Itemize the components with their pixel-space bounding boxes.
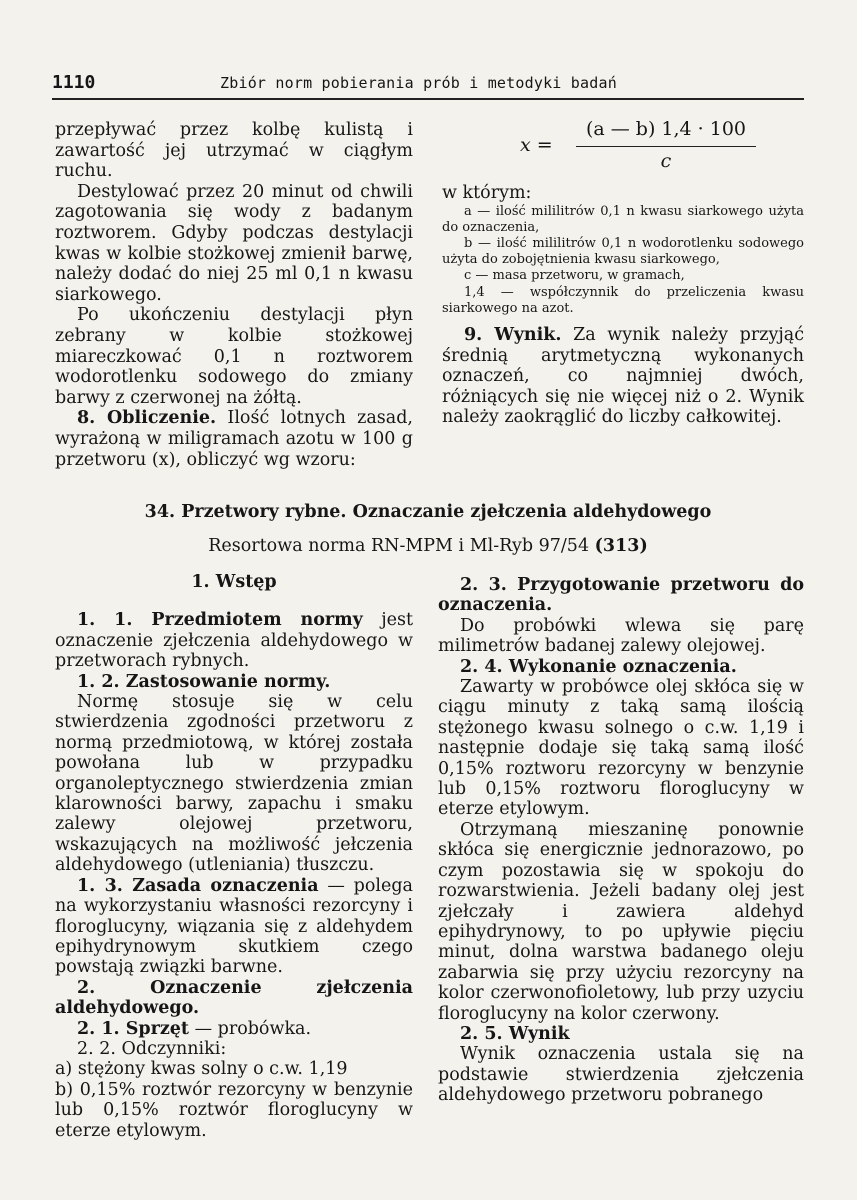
legend-k: 1,4 — współczynnik do przeliczenia kwasu siarkowego na azot. bbox=[442, 284, 804, 316]
paragraph: Destylować przez 20 minut od chwili zagotowania się wody z badanym roztworem. Gdyby podczas destylacji kwas w kolbie stożkowej zmienił barwę, należy dodać do niej 25 ml 0,1 n kwasu siarkowego. bbox=[55, 181, 413, 305]
where-intro: w którym: bbox=[442, 183, 532, 203]
subsection-2-2: 2. 2. Odczynniki: bbox=[77, 1038, 227, 1059]
label: 1. 1. Przedmiotem normy bbox=[77, 610, 363, 631]
formula bbox=[520, 118, 780, 178]
paragraph: Po ukończeniu destylacji płyn zebrany w kolbie stożkowej miareczkować 0,1 n roztworem wodorotlenku sodowego do zmiany barwy z czerwonej na żółtą. bbox=[55, 305, 413, 408]
legend-a: a — ilość mililitrów 0,1 n kwasu siarkowego użyta do oznaczenia, bbox=[442, 203, 804, 235]
reagent-a: a) stężony kwas solny o c.w. 1,19 bbox=[55, 1059, 348, 1080]
legend-c: c — masa przetworu, w gramach, bbox=[464, 268, 685, 284]
heading-text: 1. Wstęp bbox=[191, 572, 277, 592]
bottom-left-column bbox=[55, 572, 413, 1141]
section-9-text: Za wynik należy przyjąć średnią arytmetyczną wykonanych oznaczeń, co najmniej dwóch, różniących się nie więcej niż o 2. Wynik należy zaokrąglić do liczby całkowitej. bbox=[442, 325, 804, 428]
running-header bbox=[52, 70, 804, 100]
reagent-b: b) 0,15% roztwór rezorcyny w benzynie lub 0,15% roztwór floroglucyny w eterze etylowym. bbox=[55, 1079, 413, 1141]
text: jest oznaczenie zjełczenia aldehydowego w przetworach rybnych. bbox=[55, 610, 413, 672]
subsection-2-3-text: Do probówki wlewa się parę milimetrów badanej zalewy olejowej. bbox=[438, 615, 804, 657]
heading-text: 2. Oznaczenie zjełczenia aldehydowego. bbox=[55, 977, 413, 1019]
subsection-1-2-text: Normę stosuje się w celu stwierdzenia zgodności przetworu z normą przedmiotową, w której została powołana lub w przypadku organoleptycznego stwierdzenia zmian klarowności barwy, zapachu i smaku zalewy olejowej przetworu, wskazujących na możliwość jełczenia aldehydowego (utleniania) tłuszczu. bbox=[55, 692, 413, 876]
section-8-label: 8. Obliczenie. bbox=[77, 408, 217, 429]
subsection-1-1 bbox=[55, 610, 413, 671]
norm-name: Resortowa norma RN-MPM i Ml-Ryb 97/54 bbox=[208, 536, 590, 556]
heading-oznaczenie bbox=[55, 978, 413, 1019]
section-9-label: 9. Wynik. bbox=[464, 325, 562, 346]
page-number: 1110 bbox=[52, 72, 96, 93]
bottom-right-column bbox=[438, 575, 804, 1106]
norm-ref-number: (313) bbox=[594, 536, 648, 556]
label: 1. 3. Zasada oznaczenia bbox=[77, 875, 319, 896]
label: 1. 2. Zastosowanie normy. bbox=[77, 671, 331, 692]
subsection-2-4 bbox=[438, 657, 804, 677]
paragraph: przepływać przez kolbę kulistą i zawartość jej utrzymać w ciągłym ruchu. bbox=[55, 120, 413, 182]
subsection-2-4-text: Zawarty w probówce olej skłóca się w ciągu minuty z taką samą ilością stężonego kwasu solnego o c.w. 1,19 i następnie dodaje się taką samą ilość 0,15% roztworu rezorcyny w benzynie lub 0,15% roztworu floroglucyny w eterze etylowym. bbox=[438, 677, 804, 820]
norm-reference bbox=[52, 536, 804, 556]
running-title: Zbiór norm pobierania prób i metodyki badań bbox=[220, 74, 617, 92]
section-title: 34. Przetwory rybne. Oznaczanie zjełczenia aldehydowego bbox=[144, 502, 712, 522]
subsection-2-5 bbox=[438, 1024, 804, 1044]
section-8-text: Ilość lotnych zasad, wyrażoną w miligramach azotu w 100 g przetworu (x), obliczyć wg wzoru: bbox=[55, 408, 413, 470]
top-left-column bbox=[55, 120, 413, 470]
top-right-column bbox=[442, 183, 804, 428]
formula-lhs: x = bbox=[520, 134, 553, 156]
section-8 bbox=[55, 408, 413, 470]
label: 2. 4. Wykonanie oznaczenia. bbox=[460, 656, 737, 677]
subsection-2-4-text-2: Otrzymaną mieszaninę ponownie skłóca się energicznie jednorazowo, po czym pozostawia się w spokoju do rozwarstwienia. Jeżeli badany olej jest zjełczały i zawiera aldehyd epihydrynowy, to po upływie pięciu minut, dolna warstwa badanego oleju zabarwia się przy użyciu rezorcyny na kolor czerwonofioletowy, lub przy uzyciu floroglucyny na kolor czerwony. bbox=[438, 819, 804, 1024]
heading-wstep bbox=[55, 572, 413, 592]
label: 2. 1. Sprzęt bbox=[77, 1018, 189, 1039]
subsection-1-2-label bbox=[55, 672, 413, 692]
subsection-2-3 bbox=[438, 575, 804, 616]
subsection-2-1 bbox=[55, 1019, 413, 1039]
variable-legend bbox=[442, 204, 804, 317]
fraction-bar bbox=[576, 146, 756, 147]
formula-numerator: (a — b) 1,4 · 100 bbox=[585, 118, 747, 140]
label: 2. 5. Wynik bbox=[460, 1023, 570, 1044]
legend-b: b — ilość mililitrów 0,1 n wodorotlenku sodowego użyta do zobojętnienia kwasu siarkowego, bbox=[442, 236, 804, 268]
label: 2. 3. Przygotowanie przetworu do oznaczenia. bbox=[438, 575, 804, 616]
section-9 bbox=[442, 325, 804, 428]
subsection-1-3 bbox=[55, 876, 413, 978]
text: — polega na wykorzystaniu własności rezorcyny i floroglucyny, wiązania się z aldehydem epihydrynowym skutkiem czego powstają związki barwne. bbox=[55, 875, 413, 978]
formula-denominator: c bbox=[660, 150, 672, 172]
subsection-2-5-text: Wynik oznaczenia ustala się na podstawie stwierdzenia zjełczenia aldehydowego przetworu pobranego bbox=[438, 1044, 804, 1106]
text: — probówka. bbox=[194, 1018, 312, 1039]
